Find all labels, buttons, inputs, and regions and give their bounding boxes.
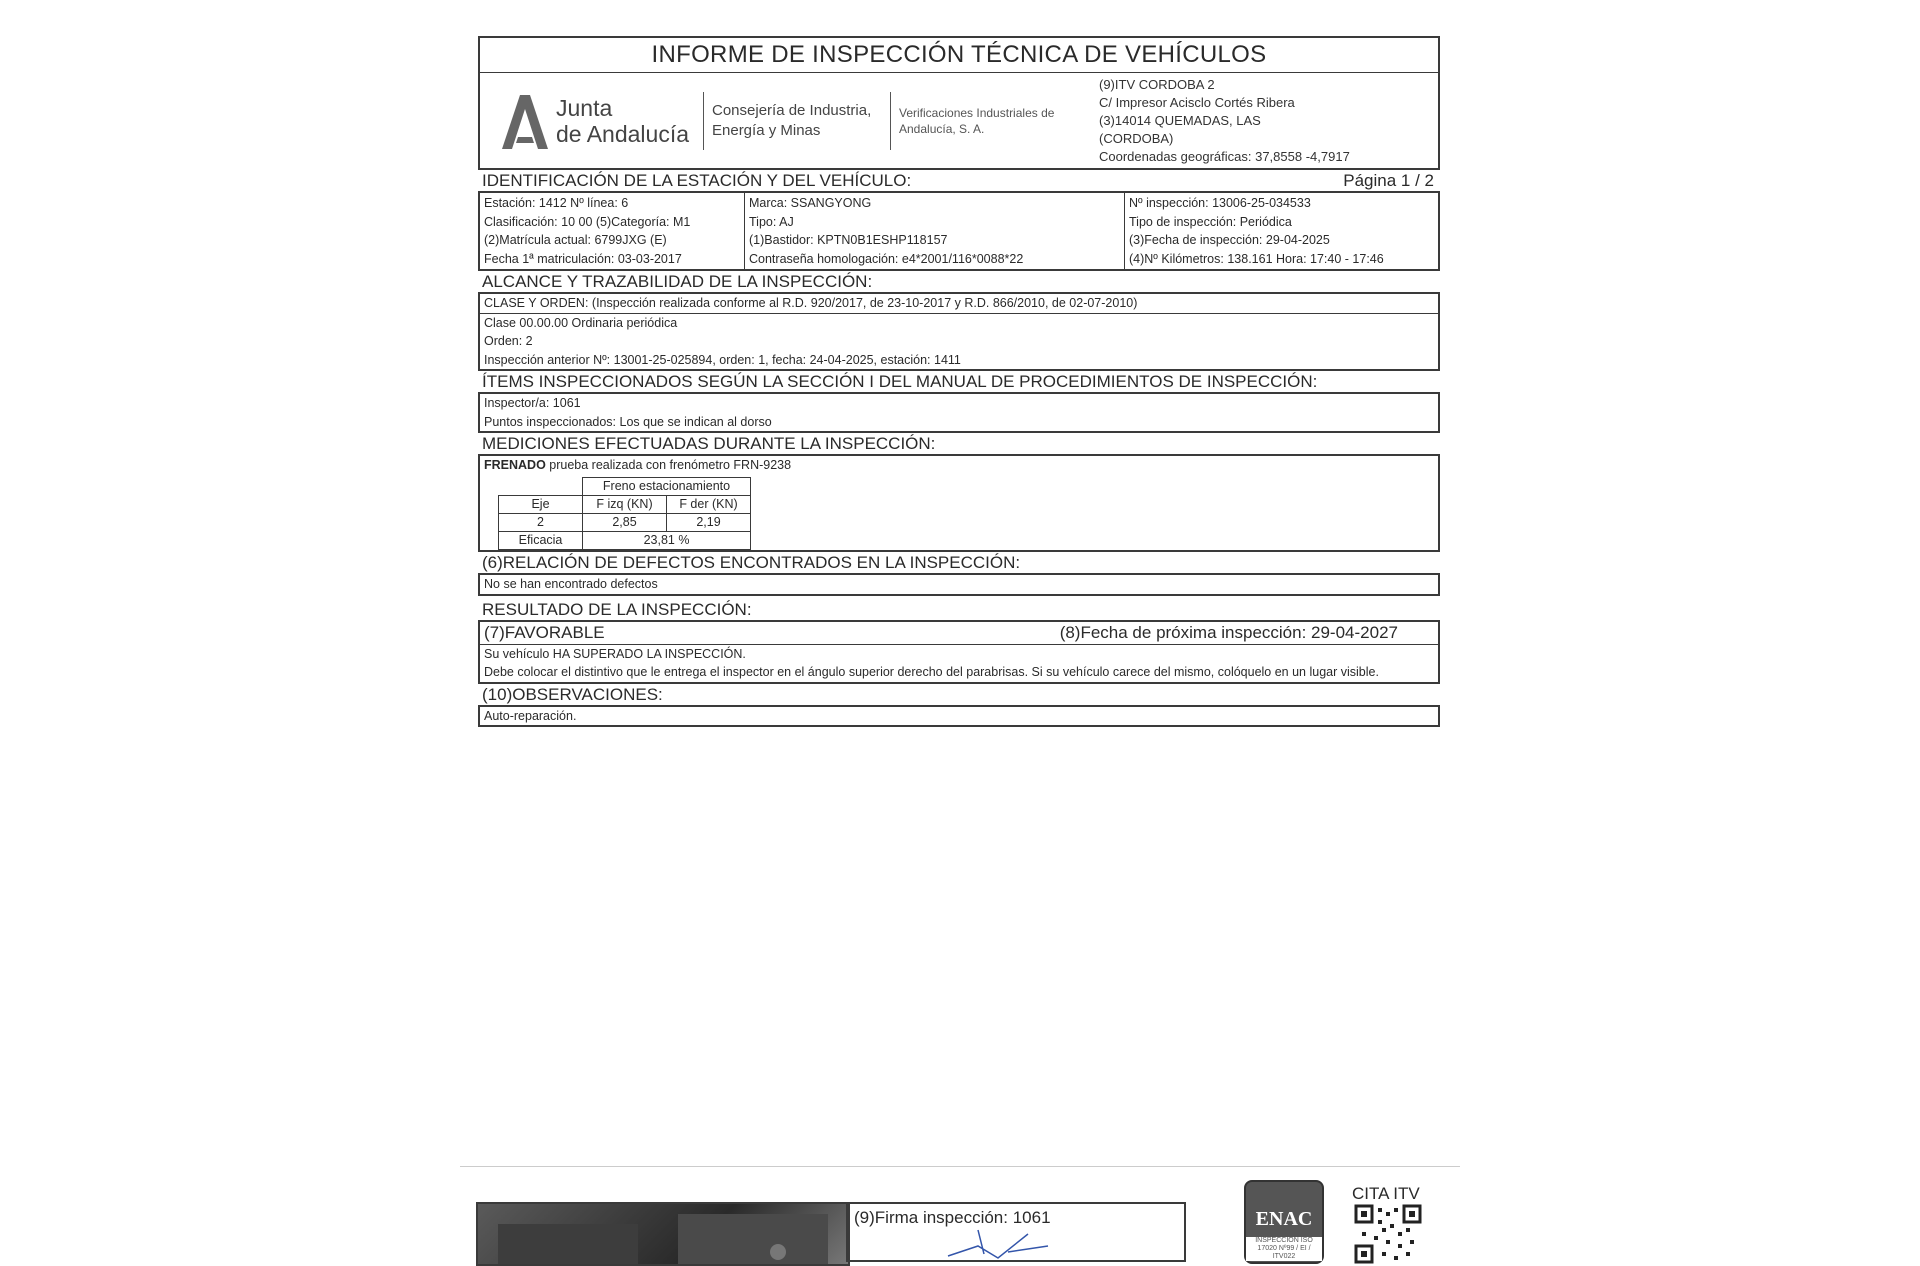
table-row: [499, 495, 751, 513]
observaciones-text: Auto-reparación.: [484, 708, 577, 723]
table-cell: 23,81 %: [583, 531, 751, 549]
result-status-line: [480, 622, 1438, 645]
column-header: Eje: [499, 495, 583, 513]
column-header: F der (KN): [667, 495, 751, 513]
enac-label: ENAC: [1255, 1208, 1313, 1230]
consejeria-line2: Energía y Minas: [712, 121, 821, 139]
section-defectos-heading: (6)RELACIÓN DE DEFECTOS ENCONTRADOS EN LA INSPECCIÓN:: [482, 553, 1021, 572]
firma-label: (9)Firma inspección: 1061: [854, 1208, 1051, 1227]
junta-logo: [480, 91, 695, 151]
defectos-text: No se han encontrado defectos: [484, 577, 658, 591]
table-cell: Eficacia: [499, 531, 583, 549]
resultado-box: [478, 620, 1440, 684]
qr-code-icon[interactable]: [1354, 1204, 1422, 1264]
items-line: Inspector/a: 1061: [484, 396, 581, 410]
field-line: (4)Nº Kilómetros: 138.161 Hora: 17:40 - 17:46: [1129, 251, 1384, 266]
consejeria-line1: Consejería de Industria,: [712, 101, 872, 119]
consejeria-text: [712, 101, 882, 141]
section-items-heading: ÍTEMS INSPECCIONADOS SEGÚN LA SECCIÓN I DEL MANUAL DE PROCEDIMIENTOS DE INSPECCIÓN:: [482, 372, 1318, 391]
vehicle-photo: [476, 1202, 850, 1266]
brake-table: [498, 477, 751, 550]
inspection-report: [478, 36, 1440, 727]
cita-itv-label: CITA ITV: [1352, 1184, 1420, 1203]
enac-seal: [1244, 1180, 1324, 1264]
field-line: Contraseña homologación: e4*2001/116*0088*22: [749, 251, 1024, 266]
field-line: Tipo de inspección: Periódica: [1129, 214, 1292, 229]
field-line: (2)Matrícula actual: 6799JXG (E): [484, 233, 667, 247]
station-line: (CORDOBA): [1099, 130, 1174, 146]
verificaciones-text: [899, 105, 1089, 137]
section-heading: IDENTIFICACIÓN DE LA ESTACIÓN Y DEL VEHÍCULO:: [482, 171, 912, 190]
verif-line1: Verificaciones Industriales de: [899, 105, 1055, 120]
report-header-box: [478, 36, 1440, 170]
field-line: Tipo: AJ: [749, 214, 794, 229]
table-cell: 2: [499, 513, 583, 531]
result-status: (7)FAVORABLE: [484, 622, 605, 642]
station-column: [480, 193, 745, 269]
station-info: [1099, 76, 1350, 166]
field-line: Clasificación: 10 00 (5)Categoría: M1: [484, 214, 691, 229]
table-group-header: Freno estacionamiento: [583, 477, 751, 495]
alcance-line: Orden: 2: [484, 334, 533, 348]
next-inspection-date: (8)Fecha de próxima inspección: 29-04-2027: [1059, 622, 1398, 642]
vehicle-column: [745, 193, 1125, 269]
resultado-line: Su vehículo HA SUPERADO LA INSPECCIÓN.: [484, 646, 746, 661]
header-row: [480, 73, 1438, 168]
alcance-line: Inspección anterior Nº: 13001-25-025894, orden: 1, fecha: 24-04-2025, estación: 1411: [484, 352, 961, 367]
page-separator: [460, 1166, 1460, 1167]
table-row: [499, 477, 751, 495]
logo-line1: Junta: [556, 94, 613, 121]
signature-icon: [938, 1228, 1078, 1262]
station-line: Coordenadas geográficas: 37,8558 -4,7917: [1099, 148, 1350, 164]
table-row: [499, 513, 751, 531]
frenado-label: FRENADO: [484, 458, 546, 472]
section-resultado-heading: RESULTADO DE LA INSPECCIÓN:: [482, 599, 752, 619]
field-line: (1)Bastidor: KPTN0B1ESHP118157: [749, 233, 948, 247]
field-line: Fecha 1ª matriculación: 03-03-2017: [484, 251, 682, 266]
divider: [703, 92, 704, 150]
field-line: Estación: 1412 Nº línea: 6: [484, 196, 629, 210]
field-line: Nº inspección: 13006-25-034533: [1129, 196, 1311, 210]
logo-line2: de Andalucía: [556, 120, 690, 147]
station-line: (9)ITV CORDOBA 2: [1099, 76, 1215, 92]
table-cell: 2,85: [583, 513, 667, 531]
alcance-box: [478, 292, 1440, 371]
page-number: Página 1 / 2: [1343, 171, 1434, 190]
section-identificacion-heading: [478, 170, 1440, 191]
frenado-detail: prueba realizada con frenómetro FRN-9238: [545, 458, 792, 472]
defectos-box: [478, 573, 1440, 596]
alcance-line: Clase 00.00.00 Ordinaria periódica: [484, 315, 678, 330]
mediciones-box: [478, 454, 1440, 552]
section-observaciones-heading: (10)OBSERVACIONES:: [482, 684, 663, 704]
section-mediciones-heading: MEDICIONES EFECTUADAS DURANTE LA INSPECCIÓN:: [482, 434, 936, 453]
station-line: C/ Impresor Acisclo Cortés Ribera: [1099, 94, 1295, 110]
station-line: (3)14014 QUEMADAS, LAS: [1099, 112, 1261, 128]
frenado-line: [480, 456, 1438, 475]
column-header: F izq (KN): [583, 495, 667, 513]
divider: [890, 92, 891, 150]
junta-logo-text: [556, 95, 689, 147]
field-line: Marca: SSANGYONG: [749, 196, 872, 210]
vehicle-photo-icon: [478, 1204, 848, 1264]
identificacion-box: [478, 191, 1440, 271]
junta-a-icon: [498, 91, 550, 151]
items-line: Puntos inspeccionados: Los que se indican al dorso: [484, 414, 772, 429]
items-box: [478, 392, 1440, 433]
enac-sub: INSPECCIÓN ISO 17020 Nº99 / EI / ITV022: [1246, 1237, 1322, 1261]
clase-orden-line: CLASE Y ORDEN: (Inspección realizada conforme al R.D. 920/2017, de 23-10-2017 y R.D. 866/2010, de 02-07-2010): [480, 294, 1438, 314]
firma-box: [846, 1202, 1186, 1262]
table-cell: [499, 477, 583, 495]
table-row: [499, 531, 751, 549]
table-cell: 2,19: [667, 513, 751, 531]
resultado-line: Debe colocar el distintivo que le entrega el inspector en el ángulo superior derecho del parabrisas. Si su vehículo carece del mismo, colóquelo en un lugar visible.: [484, 665, 1379, 679]
inspection-column: [1125, 193, 1438, 269]
observaciones-box: [478, 705, 1440, 728]
verif-line2: Andalucía, S. A.: [899, 121, 985, 136]
section-alcance-heading: ALCANCE Y TRAZABILIDAD DE LA INSPECCIÓN:: [482, 272, 873, 291]
report-title: INFORME DE INSPECCIÓN TÉCNICA DE VEHÍCULOS: [480, 38, 1438, 73]
field-line: (3)Fecha de inspección: 29-04-2025: [1129, 233, 1330, 247]
